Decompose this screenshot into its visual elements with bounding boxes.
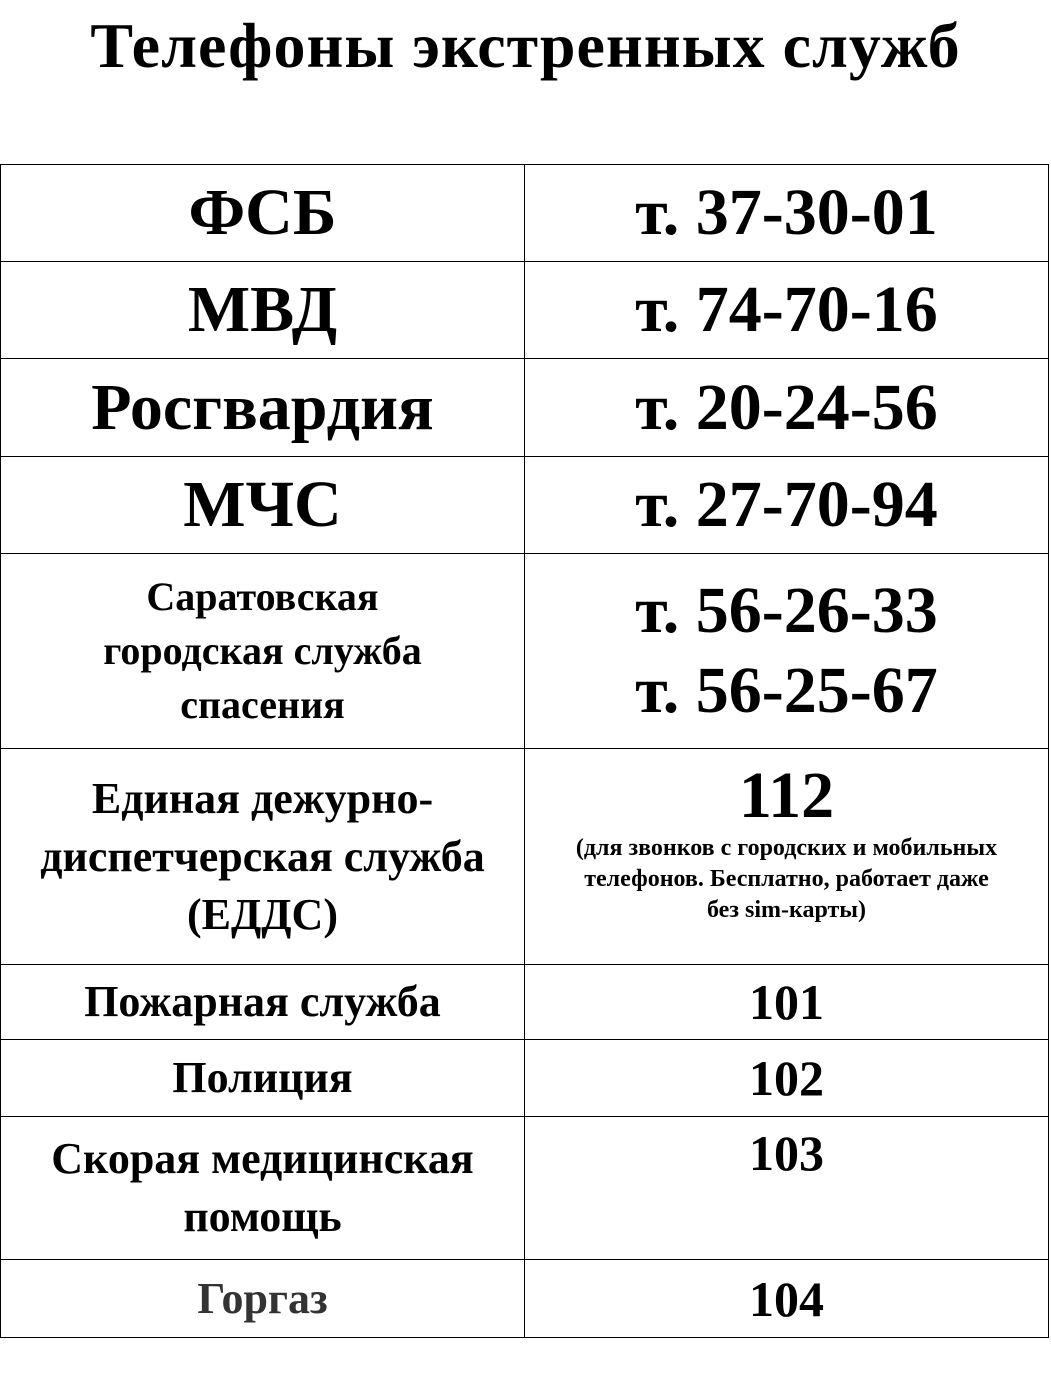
service-name-cell <box>1 359 525 457</box>
service-name: ФСБ <box>188 176 337 249</box>
service-name-cell <box>1 165 525 262</box>
phone-number: т. 74-70-16 <box>635 273 938 346</box>
table-row-mvd <box>1 262 1049 359</box>
service-name-cell <box>1 749 525 965</box>
phone-cell <box>525 457 1049 554</box>
phone-number: 112 <box>738 759 835 832</box>
table-row-fire-service <box>1 965 1049 1040</box>
service-name-cell <box>1 554 525 749</box>
service-name-line: спасения <box>180 682 345 727</box>
table-row-ambulance <box>1 1117 1049 1260</box>
phone-cell <box>525 262 1049 359</box>
service-name-cell <box>1 262 525 359</box>
table-row-fsb <box>1 165 1049 262</box>
phone-note-line: (для звонков с городских и мобильных <box>575 835 998 861</box>
service-name-cell <box>1 1040 525 1117</box>
phone-cell <box>525 554 1049 749</box>
phone-cell <box>525 1117 1049 1260</box>
service-name: Горгаз <box>197 1273 328 1323</box>
emergency-phones-table <box>0 164 1049 1338</box>
phone-note-line: телефонов. Бесплатно, работает даже <box>584 866 989 892</box>
phone-number: т. 56-26-33 <box>635 574 938 647</box>
service-name-line: (ЕДДС) <box>187 889 338 939</box>
phone-cell <box>525 165 1049 262</box>
service-name: МВД <box>187 273 338 346</box>
service-name-line: диспетчерская служба <box>40 831 485 881</box>
phone-note-line: без sim-карты) <box>707 897 866 923</box>
phone-cell <box>525 1040 1049 1117</box>
service-name-cell <box>1 1260 525 1338</box>
service-name-line: Саратовская <box>146 574 379 619</box>
table-row-rosgvardia <box>1 359 1049 457</box>
service-name-line: Скорая медицинская <box>51 1134 474 1183</box>
phone-number: т. 20-24-56 <box>635 370 938 444</box>
service-name: МЧС <box>183 468 342 541</box>
phone-cell <box>525 359 1049 457</box>
phone-number: т. 56-25-67 <box>635 654 938 727</box>
service-name-line: Единая дежурно- <box>91 773 434 823</box>
phone-cell <box>525 749 1049 965</box>
table-row-rescue-service <box>1 554 1049 749</box>
table-row-gorgaz <box>1 1260 1049 1338</box>
service-name-cell <box>1 457 525 554</box>
phone-number: 102 <box>749 1050 824 1106</box>
table-row-mchs <box>1 457 1049 554</box>
service-name: Пожарная служба <box>84 977 441 1026</box>
service-name: Росгвардия <box>91 370 434 444</box>
phone-number: 104 <box>749 1270 824 1327</box>
service-name-cell <box>1 1117 525 1260</box>
phone-cell <box>525 1260 1049 1338</box>
table-row-edds <box>1 749 1049 965</box>
service-name-line: городская служба <box>103 628 422 673</box>
service-name: Полиция <box>172 1053 353 1102</box>
service-name-cell <box>1 965 525 1040</box>
service-name-line: помощь <box>183 1192 342 1241</box>
phone-number: 103 <box>749 1125 824 1181</box>
table-row-police <box>1 1040 1049 1117</box>
phone-number: т. 27-70-94 <box>635 468 938 541</box>
phone-cell <box>525 965 1049 1040</box>
page-title: Телефоны экстренных служб <box>90 10 961 81</box>
phone-number: т. 37-30-01 <box>635 176 938 249</box>
phone-number: 101 <box>749 974 824 1030</box>
